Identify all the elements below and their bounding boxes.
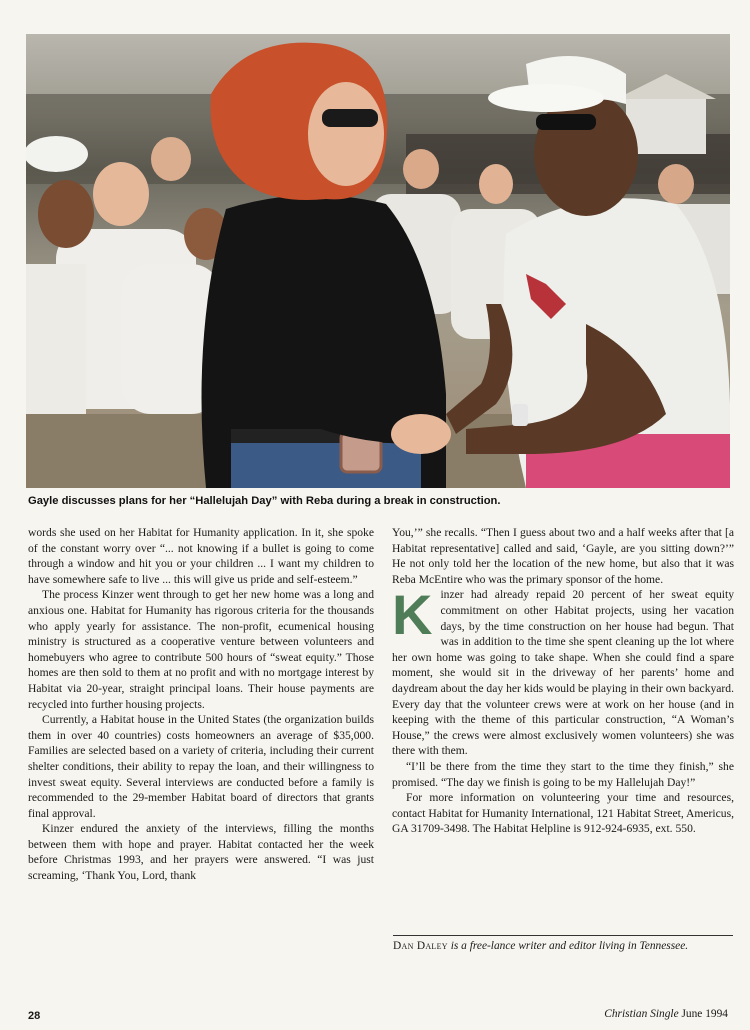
paragraph: The process Kinzer went through to get her new home was a long and anxious one. Habitat for Humanity has rigorous criteria for the thousands who apply yearly for assistance. The non-profit, ecumenical housing ministry is structured as a cooperative venture between volunteers and homebuyers who agree to contribute 500 hours of “sweat equity.” Those homes are then sold to them at no profit and with no mortgage interest by Habitat via 20-year, straight principal loans. Their house payments are recycled into further housing projects.: [28, 588, 374, 711]
author-bio-text: is a free-lance writer and editor living in Tennessee.: [447, 940, 689, 952]
paragraph: For more information on volunteering your time and resources, contact Habitat for Humanity International, 121 Habitat Street, Americus, GA 31709-3498. The Habitat Helpline is 912-924-6935, ext. 550.: [392, 791, 734, 836]
author-bio: [393, 940, 738, 952]
bio-divider: [393, 935, 733, 936]
issue-date: June 1994: [678, 1008, 728, 1020]
paragraph: “I’ll be there from the time they start to the time they finish,” she promised. “The day we finish is going to be my Hallelujah Day!”: [392, 759, 734, 789]
paragraph-text: inzer had already repaid 20 percent of her sweat equity commitment on other Habitat projects, using her vacation days, by the time construction on her house had begun. That was in addition to the time she spent cleaning up the lot where her own home was going to take shape. When she could find a spare moment, she would sit in the driveway of her parents’ home and daydream about the day her kids would be playing in their own backyard. Every day that the volunteer crews were at work on her house (and in keeping with the theme of this particular construction, “A Woman’s House,” the crews were almost exclusively women volunteers) she was there with them.: [392, 588, 734, 758]
author-name: Dan Daley: [393, 940, 448, 952]
magazine-footer: [604, 1008, 728, 1020]
article-right-column: [392, 525, 734, 837]
paragraph: words she used on her Habitat for Humanity application. In it, she spoke of the constant worry over “... not knowing if a bullet is going to come through a window and hit you or your children ... I want my children to have somewhere safe to live ... this will give us pride and self-esteem.”: [28, 526, 374, 586]
photo-caption: Gayle discusses plans for her “Hallelujah Day” with Reba during a break in construction.: [28, 495, 501, 507]
page-number: 28: [28, 1010, 41, 1022]
article-left-column: [28, 525, 374, 884]
magazine-title: Christian Single: [604, 1008, 679, 1020]
paragraph-with-dropcap: [392, 583, 734, 759]
photo-two-women-handshake-icon: [26, 34, 730, 488]
paragraph: Kinzer endured the anxiety of the interviews, filling the months between them with hope and prayer. Habitat contacted her the week before Christmas 1993, and her prayers were answered. “I was just screaming, ‘Thank You, Lord, thank: [28, 822, 374, 883]
drop-cap-letter: K: [392, 583, 433, 647]
article-photo: [26, 34, 730, 488]
paragraph: You,’” she recalls. “Then I guess about two and a half weeks after that [a Habitat representative] called and said, ‘Gayle, are you sitting down?’” He not only told her the location of the new home, but also that it was Reba McEntire who was the primary sponsor of the home.: [392, 526, 734, 586]
paragraph: Currently, a Habitat house in the United States (the organization builds them in over 40 countries) costs homeowners an average of $35,000. Families are selected based on a variety of criteria, including their current shelter conditions, their ability to repay the loan, and their willingness to invest sweat equity. Several interviews are conducted before a family is recommended to the 29-member Habitat board of directors that grants final approval.: [28, 713, 374, 820]
